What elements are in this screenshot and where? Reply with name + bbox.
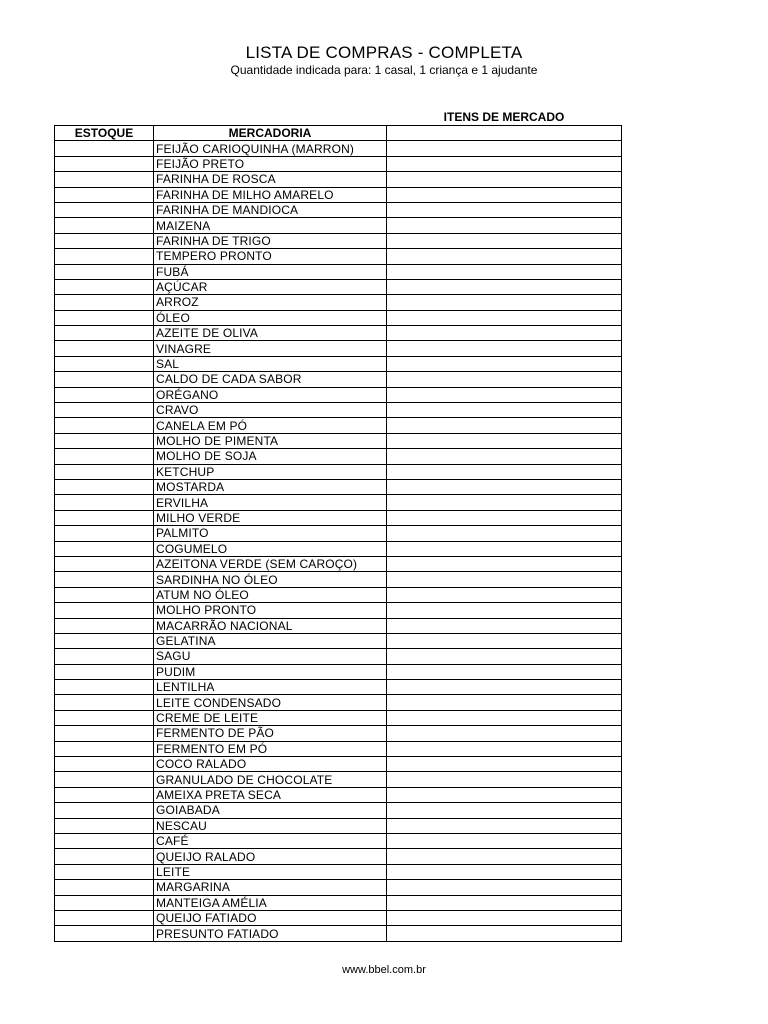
mercadoria-cell: MOLHO DE SOJA	[154, 449, 387, 464]
estoque-cell	[55, 864, 154, 879]
table-row	[55, 249, 622, 264]
extra-cell	[387, 926, 622, 941]
estoque-cell	[55, 618, 154, 633]
mercadoria-cell: PUDIM	[154, 664, 387, 679]
estoque-cell	[55, 172, 154, 187]
extra-cell	[387, 433, 622, 448]
mercadoria-cell: CRAVO	[154, 403, 387, 418]
table-row	[55, 187, 622, 202]
mercadoria-cell: FARINHA DE TRIGO	[154, 233, 387, 248]
estoque-cell	[55, 757, 154, 772]
table-row	[55, 403, 622, 418]
estoque-cell	[55, 187, 154, 202]
mercadoria-cell: MANTEIGA AMÉLIA	[154, 895, 387, 910]
mercadoria-cell: FUBÁ	[154, 264, 387, 279]
table-row	[55, 310, 622, 325]
estoque-cell	[55, 403, 154, 418]
mercadoria-cell: ARROZ	[154, 295, 387, 310]
table-row	[55, 864, 622, 879]
mercadoria-cell: MACARRÃO NACIONAL	[154, 618, 387, 633]
estoque-cell	[55, 695, 154, 710]
extra-cell	[387, 849, 622, 864]
mercadoria-cell: PRESUNTO FATIADO	[154, 926, 387, 941]
estoque-cell	[55, 202, 154, 217]
page-title: LISTA DE COMPRAS - COMPLETA	[245, 43, 523, 62]
mercadoria-cell: GELATINA	[154, 633, 387, 648]
mercadoria-cell: AZEITE DE OLIVA	[154, 326, 387, 341]
mercadoria-cell: GOIABADA	[154, 803, 387, 818]
extra-cell	[387, 772, 622, 787]
extra-cell	[387, 341, 622, 356]
table-row	[55, 556, 622, 571]
extra-cell	[387, 833, 622, 848]
mercadoria-cell: COCO RALADO	[154, 757, 387, 772]
table-row	[55, 680, 622, 695]
table-header-row	[55, 126, 622, 141]
table-row	[55, 695, 622, 710]
table-body	[55, 141, 622, 941]
extra-cell	[387, 387, 622, 402]
mercadoria-cell: QUEIJO FATIADO	[154, 910, 387, 925]
section-header: ITENS DE MERCADO	[443, 110, 565, 124]
mercadoria-cell: MOLHO PRONTO	[154, 603, 387, 618]
estoque-cell	[55, 603, 154, 618]
mercadoria-cell: LEITE CONDENSADO	[154, 695, 387, 710]
mercadoria-cell: ERVILHA	[154, 495, 387, 510]
extra-cell	[387, 680, 622, 695]
estoque-cell	[55, 541, 154, 556]
table-row	[55, 772, 622, 787]
extra-cell	[387, 695, 622, 710]
extra-cell	[387, 202, 622, 217]
estoque-cell	[55, 526, 154, 541]
mercadoria-cell: COGUMELO	[154, 541, 387, 556]
table-row	[55, 849, 622, 864]
extra-cell	[387, 510, 622, 525]
table-row	[55, 233, 622, 248]
estoque-cell	[55, 710, 154, 725]
mercadoria-cell: MILHO VERDE	[154, 510, 387, 525]
estoque-cell	[55, 464, 154, 479]
table-row	[55, 803, 622, 818]
table-row	[55, 433, 622, 448]
estoque-cell	[55, 587, 154, 602]
extra-cell	[387, 187, 622, 202]
estoque-cell	[55, 556, 154, 571]
extra-cell	[387, 556, 622, 571]
mercadoria-cell: SARDINHA NO ÓLEO	[154, 572, 387, 587]
table-row	[55, 633, 622, 648]
table-row	[55, 526, 622, 541]
estoque-cell	[55, 141, 154, 156]
table-row	[55, 341, 622, 356]
table-row	[55, 264, 622, 279]
estoque-cell	[55, 803, 154, 818]
extra-cell	[387, 310, 622, 325]
table-row	[55, 664, 622, 679]
mercadoria-cell: CAFÉ	[154, 833, 387, 848]
table-row	[55, 141, 622, 156]
mercadoria-cell: MOSTARDA	[154, 479, 387, 494]
table-row	[55, 880, 622, 895]
extra-cell	[387, 664, 622, 679]
mercadoria-cell: FEIJÃO PRETO	[154, 156, 387, 171]
mercadoria-cell: ORÉGANO	[154, 387, 387, 402]
estoque-cell	[55, 664, 154, 679]
mercadoria-cell: AMEIXA PRETA SECA	[154, 787, 387, 802]
table-row	[55, 172, 622, 187]
mercadoria-cell: KETCHUP	[154, 464, 387, 479]
table-row	[55, 587, 622, 602]
table-row	[55, 202, 622, 217]
estoque-cell	[55, 264, 154, 279]
extra-cell	[387, 757, 622, 772]
mercadoria-cell: MAIZENA	[154, 218, 387, 233]
estoque-cell	[55, 295, 154, 310]
estoque-cell	[55, 880, 154, 895]
extra-cell	[387, 603, 622, 618]
mercadoria-cell: LEITE	[154, 864, 387, 879]
estoque-cell	[55, 326, 154, 341]
estoque-cell	[55, 372, 154, 387]
page-subtitle: Quantidade indicada para: 1 casal, 1 criança e 1 ajudante	[230, 63, 538, 77]
column-header-mercadoria: MERCADORIA	[154, 126, 387, 141]
footer-url: www.bbel.com.br	[342, 964, 426, 976]
extra-cell	[387, 710, 622, 725]
estoque-cell	[55, 849, 154, 864]
extra-cell	[387, 326, 622, 341]
estoque-cell	[55, 895, 154, 910]
table-row	[55, 464, 622, 479]
table-row	[55, 418, 622, 433]
estoque-cell	[55, 356, 154, 371]
mercadoria-cell: FERMENTO DE PÃO	[154, 726, 387, 741]
table-row	[55, 156, 622, 171]
extra-cell	[387, 403, 622, 418]
extra-cell	[387, 218, 622, 233]
extra-cell	[387, 479, 622, 494]
extra-cell	[387, 295, 622, 310]
estoque-cell	[55, 233, 154, 248]
mercadoria-cell: LENTILHA	[154, 680, 387, 695]
mercadoria-cell: VINAGRE	[154, 341, 387, 356]
table-row	[55, 218, 622, 233]
extra-cell	[387, 356, 622, 371]
mercadoria-cell: NESCAU	[154, 818, 387, 833]
table-row	[55, 372, 622, 387]
estoque-cell	[55, 433, 154, 448]
mercadoria-cell: FEIJÃO CARIOQUINHA (MARRON)	[154, 141, 387, 156]
estoque-cell	[55, 649, 154, 664]
estoque-cell	[55, 218, 154, 233]
estoque-cell	[55, 680, 154, 695]
extra-cell	[387, 880, 622, 895]
mercadoria-cell: SAL	[154, 356, 387, 371]
mercadoria-cell: AZEITONA VERDE (SEM CAROÇO)	[154, 556, 387, 571]
extra-cell	[387, 156, 622, 171]
shopping-list-table	[54, 125, 622, 942]
extra-cell	[387, 741, 622, 756]
mercadoria-cell: CANELA EM PÓ	[154, 418, 387, 433]
estoque-cell	[55, 495, 154, 510]
mercadoria-cell: ÓLEO	[154, 310, 387, 325]
extra-cell	[387, 803, 622, 818]
table-row	[55, 741, 622, 756]
mercadoria-cell: FARINHA DE ROSCA	[154, 172, 387, 187]
estoque-cell	[55, 633, 154, 648]
estoque-cell	[55, 387, 154, 402]
mercadoria-cell: AÇÚCAR	[154, 279, 387, 294]
extra-cell	[387, 233, 622, 248]
table-row	[55, 541, 622, 556]
mercadoria-cell: GRANULADO DE CHOCOLATE	[154, 772, 387, 787]
estoque-cell	[55, 156, 154, 171]
estoque-cell	[55, 741, 154, 756]
mercadoria-cell: SAGU	[154, 649, 387, 664]
estoque-cell	[55, 772, 154, 787]
estoque-cell	[55, 279, 154, 294]
extra-cell	[387, 526, 622, 541]
mercadoria-cell: ATUM NO ÓLEO	[154, 587, 387, 602]
estoque-cell	[55, 572, 154, 587]
mercadoria-cell: QUEIJO RALADO	[154, 849, 387, 864]
extra-cell	[387, 649, 622, 664]
estoque-cell	[55, 787, 154, 802]
table-row	[55, 757, 622, 772]
table-row	[55, 449, 622, 464]
mercadoria-cell: PALMITO	[154, 526, 387, 541]
extra-cell	[387, 633, 622, 648]
table-row	[55, 833, 622, 848]
table-row	[55, 356, 622, 371]
estoque-cell	[55, 726, 154, 741]
extra-cell	[387, 141, 622, 156]
table-row	[55, 510, 622, 525]
extra-cell	[387, 587, 622, 602]
extra-cell	[387, 864, 622, 879]
estoque-cell	[55, 418, 154, 433]
table-row	[55, 618, 622, 633]
mercadoria-cell: FARINHA DE MANDIOCA	[154, 202, 387, 217]
table-row	[55, 572, 622, 587]
extra-cell	[387, 541, 622, 556]
table-row	[55, 387, 622, 402]
extra-cell	[387, 910, 622, 925]
extra-cell	[387, 895, 622, 910]
estoque-cell	[55, 926, 154, 941]
extra-cell	[387, 264, 622, 279]
extra-cell	[387, 279, 622, 294]
mercadoria-cell: FERMENTO EM PÓ	[154, 741, 387, 756]
estoque-cell	[55, 818, 154, 833]
estoque-cell	[55, 833, 154, 848]
table-row	[55, 603, 622, 618]
column-header-extra	[387, 126, 622, 141]
mercadoria-cell: TEMPERO PRONTO	[154, 249, 387, 264]
table-row	[55, 279, 622, 294]
estoque-cell	[55, 910, 154, 925]
mercadoria-cell: CREME DE LEITE	[154, 710, 387, 725]
table-row	[55, 818, 622, 833]
extra-cell	[387, 449, 622, 464]
table-row	[55, 895, 622, 910]
table-row	[55, 787, 622, 802]
table-row	[55, 726, 622, 741]
table-row	[55, 295, 622, 310]
mercadoria-cell: MOLHO DE PIMENTA	[154, 433, 387, 448]
table-row	[55, 479, 622, 494]
extra-cell	[387, 726, 622, 741]
extra-cell	[387, 572, 622, 587]
estoque-cell	[55, 479, 154, 494]
mercadoria-cell: FARINHA DE MILHO AMARELO	[154, 187, 387, 202]
mercadoria-cell: MARGARINA	[154, 880, 387, 895]
extra-cell	[387, 464, 622, 479]
table-row	[55, 649, 622, 664]
extra-cell	[387, 787, 622, 802]
mercadoria-cell: CALDO DE CADA SABOR	[154, 372, 387, 387]
extra-cell	[387, 495, 622, 510]
table-row	[55, 926, 622, 941]
extra-cell	[387, 172, 622, 187]
estoque-cell	[55, 449, 154, 464]
estoque-cell	[55, 341, 154, 356]
estoque-cell	[55, 310, 154, 325]
estoque-cell	[55, 249, 154, 264]
table-row	[55, 710, 622, 725]
extra-cell	[387, 249, 622, 264]
estoque-cell	[55, 510, 154, 525]
table-row	[55, 910, 622, 925]
extra-cell	[387, 372, 622, 387]
table-row	[55, 326, 622, 341]
extra-cell	[387, 618, 622, 633]
column-header-estoque: ESTOQUE	[55, 126, 154, 141]
extra-cell	[387, 418, 622, 433]
table-row	[55, 495, 622, 510]
extra-cell	[387, 818, 622, 833]
